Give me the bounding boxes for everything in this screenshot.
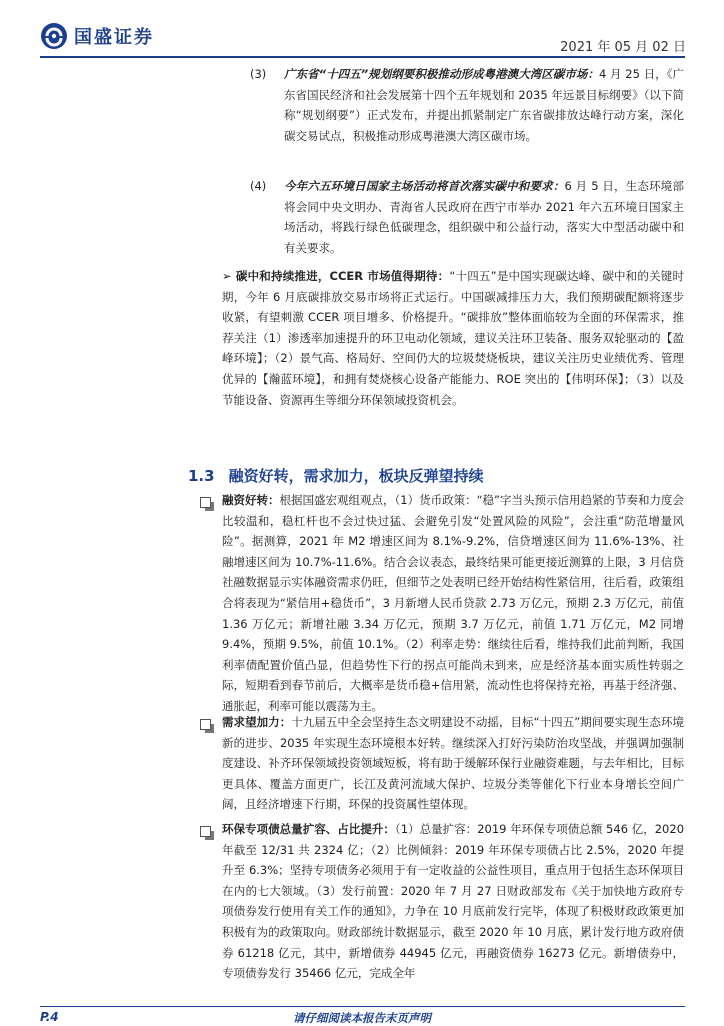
bullet-title: 需求望加力： [222, 715, 292, 729]
section-title: 融资好转，需求加力，板块反弹望持续 [228, 467, 484, 485]
brand-logo [40, 22, 154, 50]
bullet-title: 环保专项债总量扩容、占比提升： [222, 822, 395, 836]
ccer-title: 碳中和持续推进，CCER 市场值得期待： [235, 269, 450, 283]
brand-logo-icon [40, 22, 68, 50]
item-body: 4 月 25 日，《广东省国民经济和社会发展第十四个五年规划和 2035 年远景目标纲要》（以下简称“规划纲要”）正式发布，并提出抓紧制定广东省碳排放达峰行动方案，深化碳交易试点，积极推动形成粤港澳大湾区碳市场。 [284, 67, 685, 143]
footer-disclaimer: 请仔细阅读本报告末页声明 [293, 1011, 431, 1025]
bullet-special-bonds [222, 819, 684, 1002]
item-title: 广东省“十四五”规划纲要积极推动形成粤港澳大湾区碳市场： [284, 67, 600, 81]
policy-item [284, 176, 684, 258]
report-date: 2021 年 05 月 02 日 [560, 40, 686, 55]
square-bullet-icon [200, 826, 211, 837]
item-body: 6 月 5 日，生态环境部将会同中央文明办、青海省人民政府在西宁市举办 2021 年六五环境日国家主场活动，将践行绿色低碳理念，组织碳中和公益行动，落实大中型活动碳中和有关要求。 [284, 179, 684, 255]
ccer-body: “十四五”是中国实现碳达峰、碳中和的关键时期，今年 6 月底碳排放交易市场将正式运行。中国碳减排压力大，我们预期碳配额将逐步收紧，有望刺激 CCER 项目增多、价格提升。“碳排放”整体面临较为全面的环保需求，推荐关注（1）渗透率加速提升的环卫电动化领域，建议关注环卫装备、服务双轮驱动的【盈峰环境】；（2）景气高、格局好、空间仍大的垃圾焚烧板块，建议关注历史业绩优秀、管理优异的【瀚蓝环境】，和拥有焚烧核心设备产能能力、ROE 突出的【伟明环保】；（3）以及节能设备、资源再生等细分环保领域投资机会。 [222, 269, 684, 407]
bullet-body: 根据国盛宏观组观点，（1）货币政策：“稳”字当头预示信用趋紧的节奏和力度会比较温和，稳杠杆也不会过快过猛、会避免引发“处置风险的风险”，会注重“防范增量风险”。据测算，2021 年 M2 增速区间为 8.1%-9.2%，信贷增速区间为 11.6%-13%、社融增速区间为 10.7%-11.6%。结合会议表态，最终结果可能更接近测算的上限，3 月信贷社融数据显示实体融资需求仍旺，但细节之处表明已经开始结构性紧信用，往后看，政策组合将表现为“紧信用+稳货币”，3 月新增人民币贷款 2.73 万亿元，预期 2.3 万亿元，前值 1.36 万亿元；新增社融 3.34 万亿元，预期 3.7 万亿元，前值 1.71 万亿元，M2 同增 9.4%，预期 9.5%，前值 10.1%。（2）利率走势：继续往后看，维持我们此前判断，我国利率债配置价值凸显，但趋势性下行的拐点可能尚未到来，应是经济基本面实质性转弱之际，短期看到春节前后，大概率是货币稳+信用紧，流动性也将保持充裕，再基于经济强、通胀起，利率可能以震荡为主。 [222, 493, 685, 713]
section-heading [188, 465, 484, 486]
brand-name: 国盛证券 [74, 27, 154, 48]
page-number: P.4 [40, 1010, 59, 1024]
square-bullet-icon [200, 719, 211, 730]
page-header [0, 0, 724, 58]
policy-item [284, 64, 684, 146]
arrow-bullet-icon: ➢ [222, 269, 232, 283]
footer-rule [40, 1006, 685, 1007]
bullet-demand [222, 712, 684, 815]
ccer-paragraph [222, 266, 684, 410]
bullet-body: 十九届五中全会坚持生态文明建设不动摇，目标“十四五”期间要实现生态环境新的进步、2035 年实现生态环境根本好转。继续深入打好污染防治攻坚战，并强调加强制度建设、补齐环保领域投资领域短板，将有助于缓解环保行业融资难题，与去年相比，目标更具体、覆盖方面更广，长江及黄河流域大保护、垃圾分类等催化下行业本身增长空间广阔，且经济增速下行期，环保的投资属性望体现。 [222, 715, 685, 812]
item-number: (3) [250, 67, 267, 81]
bullet-title: 融资好转： [222, 493, 280, 507]
bullet-body: （1）总量扩容：2019 年环保专项债总额 546 亿，2020 年截至 12/31 共 2324 亿；（2）比例倾斜：2019 年环保专项债占比 2.5%，2020 年提升至 6.3%；坚持专项债务必须用于有一定收益的公益性项目，重点用于包括生态环保项目在内的七大领域。（3）发行前置：2020 年 7 月 27 日财政部发布《关于加快地方政府专项债券发行使用有关工作的通知》，力争在 10 月底前发行完毕，体现了积极财政政策更加积极有为的政策取向。财政部统计数据显示，截至 2020 年 10 月底，累计发行地方政府债券 61218 亿元，其中，新增债券 44945 亿元，再融资债券 16273 亿元。新增债券中，专项债券发行 35466 亿元，完成全年 [222, 822, 684, 981]
item-title: 今年六五环境日国家主场活动将首次落实碳中和要求： [284, 179, 565, 193]
bullet-financing [222, 490, 684, 717]
square-bullet-icon [200, 497, 211, 508]
header-rule [40, 56, 685, 58]
section-number: 1.3 [188, 467, 215, 485]
item-number: (4) [250, 179, 267, 193]
